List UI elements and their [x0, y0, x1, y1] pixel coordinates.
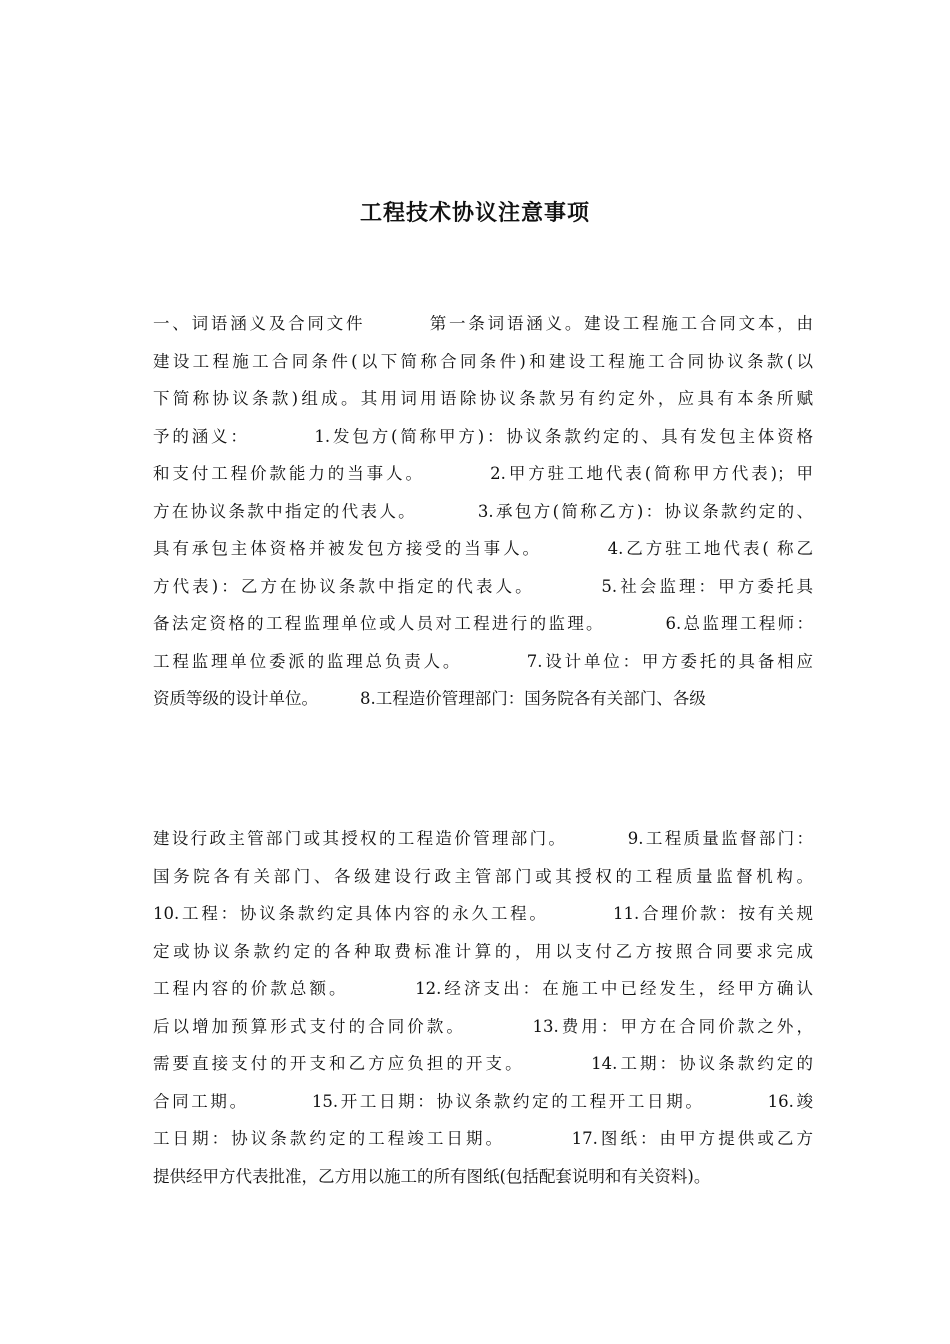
- body-text-block-1: [153, 311, 813, 724]
- text-line: 10.工程：协议条款约定具体内容的永久工程。 11.合理价款：按有关规: [153, 904, 813, 923]
- text-line: 和支付工程价款能力的当事人。 2.甲方驻工地代表(简称甲方代表)；甲: [153, 464, 813, 483]
- document-title: 工程技术协议注意事项: [359, 200, 590, 226]
- text-line: 国务院各有关部门、各级建设行政主管部门或其授权的工程质量监督机构。: [153, 866, 813, 886]
- text-line: 后以增加预算形式支付的合同价款。 13.费用：甲方在合同价款之外，: [153, 1016, 813, 1036]
- text-line: 建设行政主管部门或其授权的工程造价管理部门。 9.工程质量监督部门：: [153, 829, 813, 848]
- text-line: 方在协议条款中指定的代表人。 3.承包方(简称乙方)：协议条款约定的、: [153, 501, 813, 521]
- text-line: 下简称协议条款)组成。其用词用语除协议条款另有约定外，应具有本条所赋: [153, 389, 813, 408]
- text-line: 工日期：协议条款约定的工程竣工日期。 17.图纸：由甲方提供或乙方: [153, 1129, 813, 1148]
- text-line: 工程内容的价款总额。 12.经济支出：在施工中已经发生，经甲方确认: [153, 979, 813, 998]
- text-line: 建设工程施工合同条件(以下简称合同条件)和建设工程施工合同协议条款(以: [153, 351, 813, 371]
- text-line: 方代表)：乙方在协议条款中指定的代表人。 5.社会监理：甲方委托具: [153, 576, 813, 596]
- text-line: 予的涵义： 1.发包方(简称甲方)：协议条款约定的、具有发包主体资格: [153, 426, 813, 446]
- text-line: 备法定资格的工程监理单位或人员对工程进行的监理。 6.总监理工程师：: [153, 614, 813, 633]
- text-line: 定或协议条款约定的各种取费标准计算的，用以支付乙方按照合同要求完成: [153, 941, 813, 961]
- text-line: 一、词语涵义及合同文件 第一条词语涵义。建设工程施工合同文本，由: [153, 314, 813, 333]
- text-line: 资质等级的设计单位。 8.工程造价管理部门：国务院各有关部门、各级: [153, 689, 706, 708]
- text-line: 工程监理单位委派的监理总负责人。 7.设计单位：甲方委托的具备相应: [153, 651, 813, 671]
- text-line: 合同工期。 15.开工日期：协议条款约定的工程开工日期。 16.竣: [153, 1091, 813, 1111]
- body-text-block-2: [153, 826, 813, 1201]
- text-line: 提供经甲方代表批准，乙方用以施工的所有图纸(包括配套说明和有关资料)。: [153, 1166, 711, 1186]
- text-line: 需要直接支付的开支和乙方应负担的开支。 14.工期：协议条款约定的: [153, 1054, 813, 1073]
- text-line: 具有承包主体资格并被发包方接受的当事人。 4.乙方驻工地代表( 称乙: [153, 539, 813, 558]
